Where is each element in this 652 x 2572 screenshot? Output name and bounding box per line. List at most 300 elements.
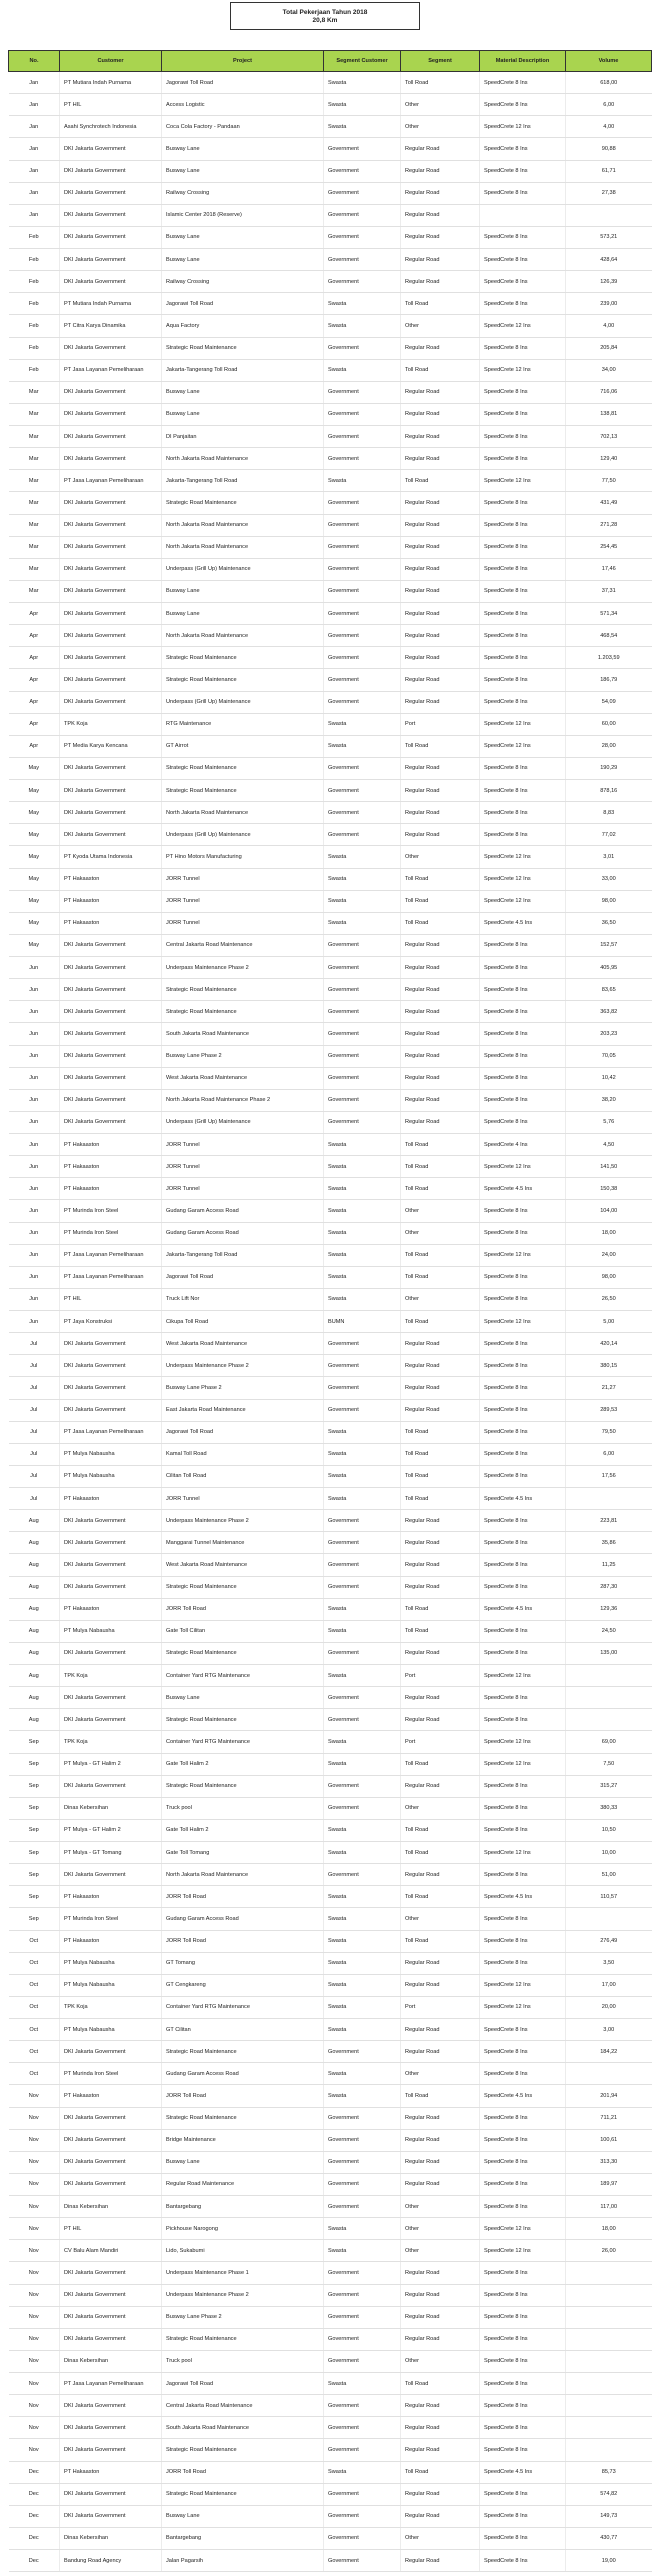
cell-month: Aug xyxy=(9,1642,60,1664)
cell-material: SpeedCrete 8 Ins xyxy=(480,2417,566,2439)
table-row xyxy=(9,1842,652,1864)
cell-project: PT Hino Motors Manufacturing xyxy=(162,846,324,868)
cell-segment: Regular Road xyxy=(401,160,480,182)
cell-segment: Regular Road xyxy=(401,1709,480,1731)
cell-month: Sep xyxy=(9,1819,60,1841)
cell-material: SpeedCrete 8 Ins xyxy=(480,1797,566,1819)
cell-segment: Toll Road xyxy=(401,1930,480,1952)
cell-segment-customer: Government xyxy=(324,2041,401,2063)
cell-material: SpeedCrete 8 Ins xyxy=(480,625,566,647)
cell-customer: PT Mulya - GT Halim 2 xyxy=(60,1819,162,1841)
cell-segment: Toll Road xyxy=(401,1753,480,1775)
cell-month: Feb xyxy=(9,337,60,359)
cell-segment: Other xyxy=(401,2350,480,2372)
cell-segment: Other xyxy=(401,116,480,138)
table-row xyxy=(9,735,652,757)
table-row xyxy=(9,1244,652,1266)
cell-month: Jun xyxy=(9,1067,60,1089)
cell-segment-customer: Swasta xyxy=(324,1952,401,1974)
cell-material: SpeedCrete 8 Ins xyxy=(480,2019,566,2041)
cell-volume: 69,00 xyxy=(566,1731,652,1753)
cell-customer: PT Jasa Layanan Pemeliharaan xyxy=(60,2373,162,2395)
header-row xyxy=(9,51,652,72)
table-row xyxy=(9,846,652,868)
cell-volume: 878,16 xyxy=(566,780,652,802)
cell-segment-customer: Government xyxy=(324,1864,401,1886)
cell-segment-customer: Government xyxy=(324,448,401,470)
cell-material: SpeedCrete 12 Ins xyxy=(480,868,566,890)
cell-customer: PT Hakaaston xyxy=(60,868,162,890)
cell-month: Nov xyxy=(9,2240,60,2262)
cell-segment-customer: Swasta xyxy=(324,116,401,138)
cell-customer: DKI Jakarta Government xyxy=(60,934,162,956)
cell-customer: DKI Jakarta Government xyxy=(60,2505,162,2527)
cell-project: Busway Lane xyxy=(162,580,324,602)
cell-material: SpeedCrete 8 Ins xyxy=(480,94,566,116)
table-row xyxy=(9,2550,652,2572)
cell-customer: PT Hakaaston xyxy=(60,2085,162,2107)
cell-material: SpeedCrete 12 Ins xyxy=(480,470,566,492)
cell-project: Bantargebang xyxy=(162,2527,324,2549)
cell-volume: 18,00 xyxy=(566,1222,652,1244)
cell-segment-customer: Government xyxy=(324,138,401,160)
cell-segment-customer: Government xyxy=(324,1399,401,1421)
cell-customer: PT Hakaaston xyxy=(60,2461,162,2483)
cell-customer: DKI Jakarta Government xyxy=(60,957,162,979)
cell-project: North Jakarta Road Maintenance xyxy=(162,536,324,558)
cell-customer: PT Mutiara Indah Purnama xyxy=(60,293,162,315)
table-row xyxy=(9,1421,652,1443)
cell-month: Jan xyxy=(9,160,60,182)
cell-customer: PT Hakaaston xyxy=(60,912,162,934)
cell-month: Mar xyxy=(9,381,60,403)
cell-volume: 33,00 xyxy=(566,868,652,890)
cell-material: SpeedCrete 12 Ins xyxy=(480,735,566,757)
cell-month: Dec xyxy=(9,2483,60,2505)
cell-volume: 5,76 xyxy=(566,1111,652,1133)
cell-segment: Regular Road xyxy=(401,2262,480,2284)
cell-segment: Regular Road xyxy=(401,2284,480,2306)
cell-project: Underpass Maintenance Phase 1 xyxy=(162,2262,324,2284)
report-title-line-2: 20,8 Km xyxy=(312,17,338,25)
cell-segment: Regular Road xyxy=(401,249,480,271)
cell-volume: 716,06 xyxy=(566,381,652,403)
cell-customer: DKI Jakarta Government xyxy=(60,1687,162,1709)
cell-customer: DKI Jakarta Government xyxy=(60,1576,162,1598)
cell-segment-customer: Swasta xyxy=(324,1886,401,1908)
cell-volume: 405,95 xyxy=(566,957,652,979)
cell-month: Feb xyxy=(9,271,60,293)
cell-project: JORR Toll Road xyxy=(162,2461,324,2483)
cell-material: SpeedCrete 8 Ins xyxy=(480,182,566,204)
cell-month: Nov xyxy=(9,2129,60,2151)
cell-segment-customer: Swasta xyxy=(324,2019,401,2041)
cell-segment: Port xyxy=(401,1996,480,2018)
cell-material: SpeedCrete 8 Ins xyxy=(480,2350,566,2372)
cell-month: Mar xyxy=(9,558,60,580)
cell-month: Nov xyxy=(9,2262,60,2284)
cell-segment-customer: Swasta xyxy=(324,1598,401,1620)
cell-volume: 129,40 xyxy=(566,448,652,470)
cell-material: SpeedCrete 8 Ins xyxy=(480,1709,566,1731)
cell-month: Nov xyxy=(9,2107,60,2129)
cell-project: Truck Lift Nor xyxy=(162,1288,324,1310)
cell-material: SpeedCrete 8 Ins xyxy=(480,1576,566,1598)
cell-month: Dec xyxy=(9,2505,60,2527)
cell-segment: Regular Road xyxy=(401,2417,480,2439)
table-row xyxy=(9,647,652,669)
cell-material: SpeedCrete 8 Ins xyxy=(480,1510,566,1532)
cell-segment: Regular Road xyxy=(401,979,480,1001)
cell-project: Jagorawi Toll Road xyxy=(162,1266,324,1288)
cell-project: Jakarta-Tangerang Toll Road xyxy=(162,1244,324,1266)
cell-customer: DKI Jakarta Government xyxy=(60,2284,162,2306)
cell-material: SpeedCrete 8 Ins xyxy=(480,2395,566,2417)
cell-segment: Regular Road xyxy=(401,1775,480,1797)
table-row xyxy=(9,536,652,558)
cell-customer: Bandung Road Agency xyxy=(60,2550,162,2572)
cell-segment-customer: Government xyxy=(324,381,401,403)
cell-volume: 190,29 xyxy=(566,757,652,779)
cell-month: Jun xyxy=(9,1178,60,1200)
cell-segment-customer: Government xyxy=(324,1642,401,1664)
cell-material: SpeedCrete 8 Ins xyxy=(480,1687,566,1709)
cell-customer: PT Hakaaston xyxy=(60,1488,162,1510)
cell-customer: DKI Jakarta Government xyxy=(60,2306,162,2328)
table-row xyxy=(9,780,652,802)
cell-segment: Toll Road xyxy=(401,72,480,94)
cell-volume: 711,21 xyxy=(566,2107,652,2129)
cell-project: Railway Crossing xyxy=(162,271,324,293)
table-row xyxy=(9,1620,652,1642)
table-row xyxy=(9,2483,652,2505)
cell-month: Mar xyxy=(9,580,60,602)
cell-segment: Toll Road xyxy=(401,2373,480,2395)
cell-project: Busway Lane xyxy=(162,138,324,160)
cell-volume: 287,30 xyxy=(566,1576,652,1598)
cell-customer: DKI Jakarta Government xyxy=(60,1067,162,1089)
table-row xyxy=(9,1200,652,1222)
header-segment: Segment xyxy=(401,51,480,72)
cell-material: SpeedCrete 8 Ins xyxy=(480,293,566,315)
cell-project: Busway Lane xyxy=(162,160,324,182)
cell-material: SpeedCrete 8 Ins xyxy=(480,2550,566,2572)
cell-volume: 189,97 xyxy=(566,2173,652,2195)
cell-project: Cilitan Toll Road xyxy=(162,1465,324,1487)
table-row xyxy=(9,315,652,337)
cell-customer: DKI Jakarta Government xyxy=(60,1001,162,1023)
cell-material: SpeedCrete 8 Ins xyxy=(480,514,566,536)
cell-project: Busway Lane Phase 2 xyxy=(162,2306,324,2328)
cell-segment: Regular Road xyxy=(401,182,480,204)
cell-project: Central Jakarta Road Maintenance xyxy=(162,2395,324,2417)
cell-volume: 61,71 xyxy=(566,160,652,182)
cell-volume xyxy=(566,1687,652,1709)
cell-segment: Regular Road xyxy=(401,2483,480,2505)
cell-month: Dec xyxy=(9,2550,60,2572)
cell-customer: TPK Koja xyxy=(60,1996,162,2018)
cell-customer: PT Hakaaston xyxy=(60,1134,162,1156)
cell-segment-customer: Swasta xyxy=(324,1200,401,1222)
cell-customer: TPK Koja xyxy=(60,1665,162,1687)
cell-segment-customer: Government xyxy=(324,2284,401,2306)
cell-month: Oct xyxy=(9,2019,60,2041)
cell-material: SpeedCrete 8 Ins xyxy=(480,160,566,182)
cell-project: JORR Tunnel xyxy=(162,1134,324,1156)
table-header xyxy=(9,51,652,72)
cell-segment: Toll Road xyxy=(401,1488,480,1510)
cell-customer: DKI Jakarta Government xyxy=(60,1510,162,1532)
cell-volume: 37,31 xyxy=(566,580,652,602)
cell-volume: 19,00 xyxy=(566,2550,652,2572)
cell-material xyxy=(480,204,566,226)
table-row xyxy=(9,868,652,890)
cell-material: SpeedCrete 8 Ins xyxy=(480,1864,566,1886)
table-row xyxy=(9,2439,652,2461)
cell-segment: Toll Road xyxy=(401,2085,480,2107)
cell-volume: 702,13 xyxy=(566,426,652,448)
cell-project: Islamic Center 2018 (Reserve) xyxy=(162,204,324,226)
cell-month: Mar xyxy=(9,470,60,492)
cell-customer: Dinas Kebersihan xyxy=(60,2196,162,2218)
table-row xyxy=(9,957,652,979)
cell-segment: Regular Road xyxy=(401,2439,480,2461)
header-material-description: Material Description xyxy=(480,51,566,72)
cell-volume: 3,50 xyxy=(566,1952,652,1974)
cell-project: Strategic Road Maintenance xyxy=(162,2483,324,2505)
cell-volume: 11,25 xyxy=(566,1554,652,1576)
cell-customer: PT Hakaaston xyxy=(60,1930,162,1952)
table-row xyxy=(9,802,652,824)
cell-month: Jul xyxy=(9,1465,60,1487)
header-no: No. xyxy=(9,51,60,72)
table-row xyxy=(9,1642,652,1664)
cell-segment: Regular Road xyxy=(401,448,480,470)
cell-material: SpeedCrete 12 Ins xyxy=(480,315,566,337)
cell-month: Aug xyxy=(9,1554,60,1576)
report-title-line-1: Total Pekerjaan Tahun 2018 xyxy=(282,9,368,16)
cell-month: Nov xyxy=(9,2196,60,2218)
table-row xyxy=(9,2461,652,2483)
cell-month: Oct xyxy=(9,1930,60,1952)
cell-customer: DKI Jakarta Government xyxy=(60,2107,162,2129)
cell-month: Nov xyxy=(9,2173,60,2195)
cell-project: North Jakarta Road Maintenance xyxy=(162,448,324,470)
cell-volume: 4,50 xyxy=(566,1134,652,1156)
cell-material: SpeedCrete 8 Ins xyxy=(480,2151,566,2173)
cell-segment: Regular Road xyxy=(401,1023,480,1045)
cell-customer: DKI Jakarta Government xyxy=(60,2041,162,2063)
cell-segment: Other xyxy=(401,2240,480,2262)
cell-volume: 83,65 xyxy=(566,979,652,1001)
table-row xyxy=(9,979,652,1001)
cell-segment-customer: Government xyxy=(324,2350,401,2372)
cell-material: SpeedCrete 8 Ins xyxy=(480,669,566,691)
cell-month: Oct xyxy=(9,2041,60,2063)
table-row xyxy=(9,2218,652,2240)
cell-customer: PT Hakaaston xyxy=(60,890,162,912)
cell-month: Nov xyxy=(9,2350,60,2372)
cell-segment-customer: Swasta xyxy=(324,1842,401,1864)
cell-customer: DKI Jakarta Government xyxy=(60,1111,162,1133)
cell-project: Railway Crossing xyxy=(162,182,324,204)
cell-month: Jun xyxy=(9,957,60,979)
table-row xyxy=(9,1731,652,1753)
cell-volume: 10,42 xyxy=(566,1067,652,1089)
cell-segment: Toll Road xyxy=(401,1421,480,1443)
cell-material: SpeedCrete 8 Ins xyxy=(480,1266,566,1288)
cell-material: SpeedCrete 12 Ins xyxy=(480,890,566,912)
cell-segment: Other xyxy=(401,2218,480,2240)
cell-month: Jul xyxy=(9,1399,60,1421)
cell-customer: DKI Jakarta Government xyxy=(60,2151,162,2173)
cell-segment: Regular Road xyxy=(401,1554,480,1576)
cell-material: SpeedCrete 12 Ins xyxy=(480,1244,566,1266)
cell-segment: Regular Road xyxy=(401,802,480,824)
cell-project: Strategic Road Maintenance xyxy=(162,2107,324,2129)
cell-segment-customer: Swasta xyxy=(324,359,401,381)
cell-month: Nov xyxy=(9,2151,60,2173)
table-row xyxy=(9,2505,652,2527)
cell-project: Busway Lane Phase 2 xyxy=(162,1045,324,1067)
cell-customer: PT Jasa Layanan Pemeliharaan xyxy=(60,470,162,492)
cell-material: SpeedCrete 8 Ins xyxy=(480,2196,566,2218)
cell-material: SpeedCrete 8 Ins xyxy=(480,2129,566,2151)
table-row xyxy=(9,1067,652,1089)
cell-segment-customer: Swasta xyxy=(324,2240,401,2262)
cell-volume: 4,00 xyxy=(566,315,652,337)
table-row xyxy=(9,1399,652,1421)
cell-volume xyxy=(566,2306,652,2328)
cell-month: Sep xyxy=(9,1842,60,1864)
cell-project: Underpass Maintenance Phase 2 xyxy=(162,1355,324,1377)
cell-segment: Regular Road xyxy=(401,1576,480,1598)
cell-material: SpeedCrete 4.5 Ins xyxy=(480,1598,566,1620)
cell-project: Jakarta-Tangerang Toll Road xyxy=(162,470,324,492)
cell-volume: 117,00 xyxy=(566,2196,652,2218)
cell-volume: 573,21 xyxy=(566,226,652,248)
cell-volume: 254,45 xyxy=(566,536,652,558)
cell-segment-customer: Government xyxy=(324,426,401,448)
cell-segment-customer: Government xyxy=(324,2173,401,2195)
cell-month: Feb xyxy=(9,359,60,381)
cell-volume: 150,38 xyxy=(566,1178,652,1200)
cell-segment: Toll Road xyxy=(401,293,480,315)
cell-volume: 28,00 xyxy=(566,735,652,757)
cell-month: May xyxy=(9,802,60,824)
cell-month: Apr xyxy=(9,735,60,757)
table-row xyxy=(9,293,652,315)
cell-volume: 618,00 xyxy=(566,72,652,94)
cell-project: GT Airrot xyxy=(162,735,324,757)
cell-volume: 571,34 xyxy=(566,603,652,625)
cell-month: Nov xyxy=(9,2395,60,2417)
cell-segment-customer: Government xyxy=(324,2527,401,2549)
cell-segment-customer: Government xyxy=(324,1532,401,1554)
cell-segment-customer: Swasta xyxy=(324,735,401,757)
cell-material: SpeedCrete 8 Ins xyxy=(480,1089,566,1111)
cell-material: SpeedCrete 8 Ins xyxy=(480,580,566,602)
cell-customer: DKI Jakarta Government xyxy=(60,337,162,359)
cell-customer: DKI Jakarta Government xyxy=(60,381,162,403)
cell-project: Strategic Road Maintenance xyxy=(162,757,324,779)
cell-volume: 149,73 xyxy=(566,2505,652,2527)
cell-segment: Toll Road xyxy=(401,1620,480,1642)
cell-segment: Regular Road xyxy=(401,271,480,293)
cell-project: Strategic Road Maintenance xyxy=(162,1775,324,1797)
cell-material: SpeedCrete 12 Ins xyxy=(480,713,566,735)
cell-segment-customer: Government xyxy=(324,757,401,779)
cell-material: SpeedCrete 8 Ins xyxy=(480,1111,566,1133)
cell-volume xyxy=(566,1665,652,1687)
cell-month: Apr xyxy=(9,603,60,625)
table-row xyxy=(9,1311,652,1333)
cell-month: Jul xyxy=(9,1355,60,1377)
cell-month: Mar xyxy=(9,448,60,470)
cell-customer: DKI Jakarta Government xyxy=(60,691,162,713)
cell-volume: 184,22 xyxy=(566,2041,652,2063)
table-row xyxy=(9,2350,652,2372)
cell-volume: 104,00 xyxy=(566,1200,652,1222)
cell-month: Sep xyxy=(9,1753,60,1775)
cell-project: Lido, Sukabumi xyxy=(162,2240,324,2262)
cell-segment: Toll Road xyxy=(401,890,480,912)
cell-month: Jun xyxy=(9,1001,60,1023)
cell-material: SpeedCrete 8 Ins xyxy=(480,72,566,94)
cell-segment-customer: Swasta xyxy=(324,1156,401,1178)
table-row xyxy=(9,912,652,934)
cell-customer: DKI Jakarta Government xyxy=(60,1399,162,1421)
cell-month: Nov xyxy=(9,2417,60,2439)
cell-material: SpeedCrete 12 Ins xyxy=(480,1753,566,1775)
cell-material: SpeedCrete 8 Ins xyxy=(480,1908,566,1930)
cell-project: Jagorawi Toll Road xyxy=(162,2373,324,2395)
cell-month: May xyxy=(9,912,60,934)
cell-project: Underpass Maintenance Phase 2 xyxy=(162,2284,324,2306)
table-row xyxy=(9,72,652,94)
table-row xyxy=(9,2284,652,2306)
cell-segment-customer: Swasta xyxy=(324,1421,401,1443)
cell-segment-customer: Government xyxy=(324,1089,401,1111)
cell-segment-customer: Swasta xyxy=(324,2218,401,2240)
cell-month: Nov xyxy=(9,2373,60,2395)
cell-project: South Jakarta Road Maintenance xyxy=(162,2417,324,2439)
header-segment-customer: Segment Customer xyxy=(324,51,401,72)
table-row xyxy=(9,1576,652,1598)
cell-customer: PT Murinda Iron Steel xyxy=(60,2063,162,2085)
cell-customer: DKI Jakarta Government xyxy=(60,647,162,669)
cell-month: Apr xyxy=(9,713,60,735)
cell-material: SpeedCrete 4.5 Ins xyxy=(480,912,566,934)
cell-month: Feb xyxy=(9,249,60,271)
table-row xyxy=(9,1908,652,1930)
table-row xyxy=(9,1045,652,1067)
table-row xyxy=(9,1753,652,1775)
cell-material: SpeedCrete 12 Ins xyxy=(480,1842,566,1864)
header-project: Project xyxy=(162,51,324,72)
cell-project: Gate Toll Tomang xyxy=(162,1842,324,1864)
cell-volume: 54,09 xyxy=(566,691,652,713)
cell-material: SpeedCrete 8 Ins xyxy=(480,1642,566,1664)
cell-volume: 85,73 xyxy=(566,2461,652,2483)
cell-month: Jan xyxy=(9,72,60,94)
table-row xyxy=(9,1178,652,1200)
cell-material: SpeedCrete 12 Ins xyxy=(480,2240,566,2262)
cell-volume: 289,53 xyxy=(566,1399,652,1421)
cell-customer: DKI Jakarta Government xyxy=(60,1532,162,1554)
cell-segment: Regular Road xyxy=(401,2550,480,2572)
cell-project: Jalan Pagarsih xyxy=(162,2550,324,2572)
